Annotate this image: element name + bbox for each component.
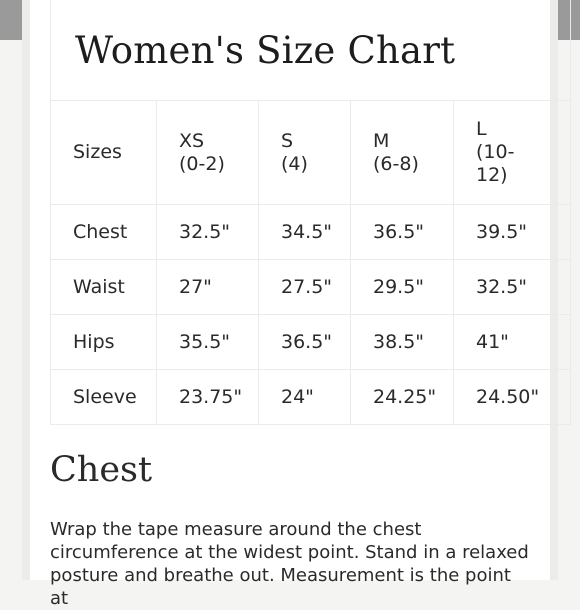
row-label: Hips [51,315,157,370]
table-cell: 24" [259,370,351,425]
background-bar-left [0,0,22,40]
table-cell: 39.5" [454,205,571,260]
table-cell: 36.5" [351,205,454,260]
page-title: Women's Size Chart [51,0,571,101]
table-cell: 38.5" [351,315,454,370]
size-name: L [476,118,487,140]
title-row [51,0,571,101]
table-cell: 27" [157,260,259,315]
table-cell: 29.5" [351,260,454,315]
size-range: (10-12) [476,141,515,186]
row-label: Waist [51,260,157,315]
table-cell: 41" [454,315,571,370]
size-header-l [454,101,571,205]
size-range: (6-8) [373,152,419,175]
size-range: (0-2) [179,152,225,175]
table-cell: 36.5" [259,315,351,370]
row-label: Chest [51,205,157,260]
table-cell: 32.5" [157,205,259,260]
row-label: Sleeve [51,370,157,425]
size-name: M [373,129,390,152]
table-cell: 24.25" [351,370,454,425]
table-cell: 32.5" [454,260,571,315]
section-heading-chest: Chest [50,450,153,490]
size-chart-page [30,0,550,609]
table-cell: 34.5" [259,205,351,260]
size-name: S [281,129,294,152]
table-row-chest [51,205,571,260]
size-header-row [51,101,571,205]
table-cell: 23.75" [157,370,259,425]
sizes-header-label: Sizes [51,101,157,205]
size-header-s [259,101,351,205]
size-header-m [351,101,454,205]
table-row-sleeve [51,370,571,425]
size-range: (4) [281,152,308,175]
section-body-text: Wrap the tape measure around the chest circumference at the widest point. Stand in a relaxed posture and breathe out. Measurement is the point at [50,519,529,609]
table-cell: 35.5" [157,315,259,370]
table-row-waist [51,260,571,315]
table-cell: 24.50" [454,370,571,425]
size-chart-table [50,0,571,425]
table-row-hips [51,315,571,370]
size-table-scroll[interactable] [50,0,540,424]
size-name: XS [179,129,205,152]
size-header-xs [157,101,259,205]
table-cell: 27.5" [259,260,351,315]
